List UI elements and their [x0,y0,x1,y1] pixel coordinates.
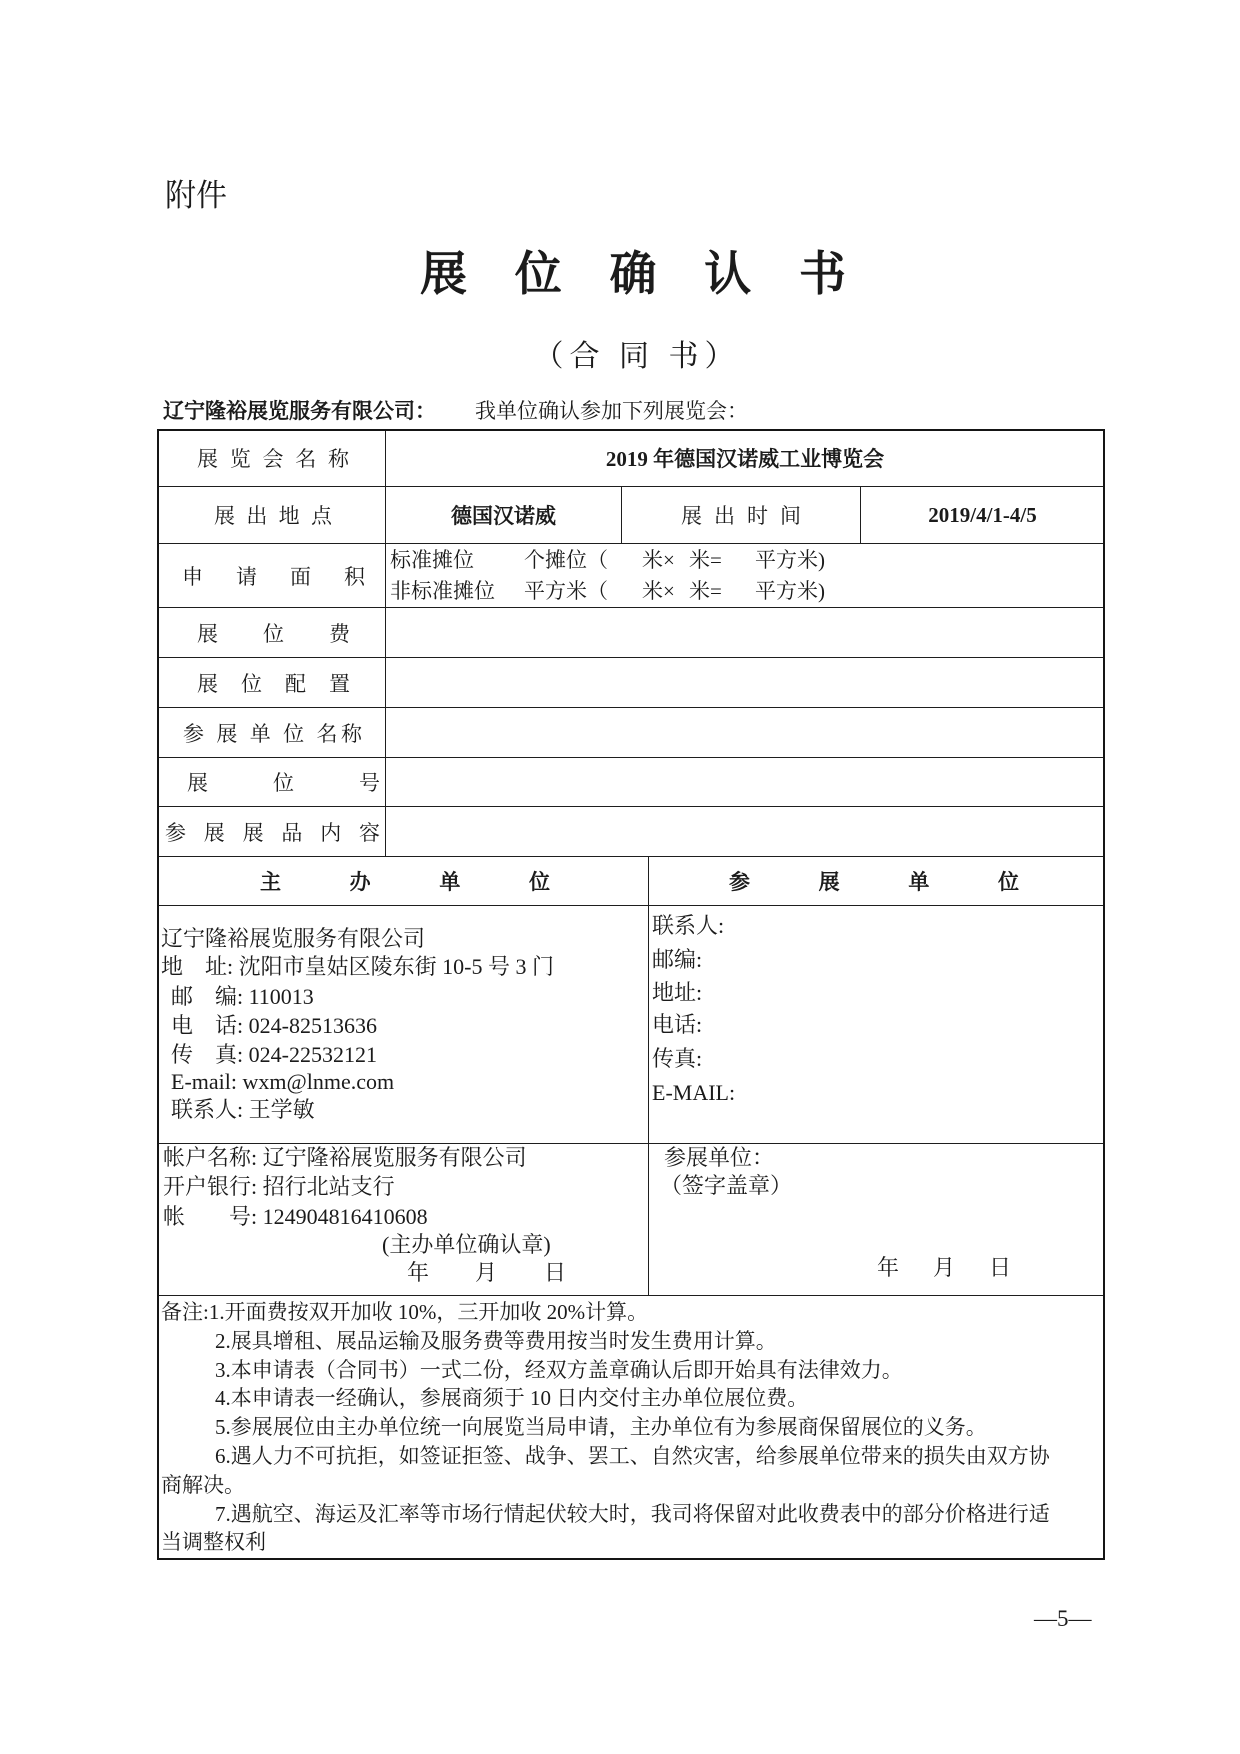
dates-value: 2019/4/1-4/5 [861,487,1105,544]
exhibitor-contact-field: 联系人: [652,913,725,938]
area-nonstandard-size: 平方米（ [524,579,608,603]
exhibitor-name-value [386,708,1105,758]
organizer-bank-and-seal [157,1144,649,1296]
exhibition-name-label-text: 展 览 会 名 称 [197,446,349,471]
exhibitor-fax-field: 传真: [652,1046,703,1071]
exhibit-content-label [157,807,386,857]
area-nonstandard-width: 米= [689,579,722,603]
booth-config-label-text: 展 位 配 置 [197,671,350,696]
bank-account-name: 帐户名称: 辽宁隆裕展览服务有限公司 [163,1145,527,1170]
venue-value: 德国汉诺威 [386,487,622,544]
exhibitor-header-text: 参 展 单 位 [729,870,1019,894]
area-nonstandard-total: 平方米) [755,579,825,603]
exhibitor-name-label-text: 参 展 单 位 名称 [183,721,362,746]
note-line: 5.参展展位由主办单位统一向展览当局申请，主办单位有为参展商保留展位的义务。 [215,1415,987,1439]
exhibitor-email-field: E-MAIL: [652,1080,736,1105]
dates-label [622,487,861,544]
exhibitor-date-day: 日 [989,1255,1012,1280]
booth-number-label [157,758,386,807]
exhibitor-date-month: 月 [933,1255,956,1280]
exhibitor-unit-label: 参展单位： [664,1145,775,1170]
area-label-text: 申 请 面 积 [182,564,365,589]
organizer-contact: 联系人: 王学敏 [171,1097,315,1122]
area-standard-width: 米= [689,548,722,572]
exhibitor-signature [649,1144,1105,1296]
area-nonstandard-length: 米× [642,579,675,603]
organizer-seal-note: (主办单位确认章) [382,1232,551,1257]
organizer-header [157,857,649,906]
dates-label-text: 展 出 时 间 [681,504,801,528]
note-line: 7.遇航空、海运及汇率等市场行情起伏较大时，我司将保留对此收费表中的部分价格进行适 [215,1502,1050,1526]
venue-label [157,487,386,544]
exhibitor-phone-field: 电话: [652,1012,703,1037]
exhibitor-info [649,906,1105,1144]
booth-config-label [157,658,386,708]
exhibitor-header [649,857,1105,906]
venue-label-text: 展 出 地 点 [214,504,332,528]
note-line: 2.展具增租、展品运输及服务费等费用按当时发生费用计算。 [215,1329,777,1353]
booth-fee-label [157,608,386,658]
document-title: 展 位 确 认 书 [420,249,864,301]
exhibit-content-value [386,807,1105,857]
document-subtitle: （合 同 书） [533,340,741,373]
intro-statement: 我单位确认参加下列展览会： [475,399,748,423]
organizer-date-day: 日 [544,1260,567,1285]
exhibitor-date-year: 年 [877,1255,900,1280]
exhibition-name-value: 2019 年德国汉诺威工业博览会 [386,429,1105,487]
area-standard-count: 个摊位（ [524,548,608,572]
area-standard-total: 平方米) [755,548,825,572]
note-line: 商解决。 [161,1473,245,1497]
note-line: 3.本申请表（合同书）一式二份，经双方盖章确认后即开始具有法律效力。 [215,1358,903,1382]
booth-config-value [386,658,1105,708]
exhibition-name-label [157,429,386,487]
notes [157,1296,1105,1560]
booth-fee-label-text: 展 位 费 [197,621,350,646]
area-standard-length: 米× [642,548,675,572]
exhibitor-address-field: 地址: [652,980,703,1005]
note-line: 当调整权利 [161,1530,266,1554]
exhibit-content-label-text: 参 展 展 品 内 容 [165,820,380,845]
area-standard-type: 标准摊位 [390,548,474,572]
booth-fee-value [386,608,1105,658]
exhibitor-name-label [157,708,386,758]
area-label [157,544,386,608]
attachment-label: 附件 [165,178,227,214]
organizer-date-year: 年 [407,1260,430,1285]
note-line: 备注:1.开面费按双开加收 10%，三开加收 20%计算。 [161,1300,649,1324]
bank-name: 开户银行: 招行北站支行 [163,1174,395,1199]
intro-addressee: 辽宁隆裕展览服务有限公司： [163,399,436,423]
organizer-fax: 传 真: 024-22532121 [171,1042,377,1067]
organizer-company: 辽宁隆裕展览服务有限公司 [161,926,426,951]
organizer-postcode: 邮 编: 110013 [171,984,314,1009]
exhibitor-postcode-field: 邮编: [652,947,703,972]
organizer-date-month: 月 [475,1260,498,1285]
bank-account-number: 帐 号: 124904816410608 [163,1204,428,1229]
page-number: —5— [1034,1606,1092,1631]
organizer-info [157,906,649,1144]
exhibitor-seal-note: （签字盖章） [660,1173,793,1198]
booth-number-value [386,758,1105,807]
booth-number-label-text: 展 位 号 [187,771,380,795]
organizer-email: E-mail: wxm@lnme.com [171,1069,395,1094]
note-line: 6.遇人力不可抗拒，如签证拒签、战争、罢工、自然灾害，给参展单位带来的损失由双方协 [215,1444,1050,1468]
area-value [386,544,1105,608]
note-line: 4.本申请表一经确认，参展商须于 10 日内交付主办单位展位费。 [215,1386,809,1410]
area-nonstandard-type: 非标准摊位 [390,579,495,603]
organizer-header-text: 主 办 单 位 [260,870,550,894]
organizer-phone: 电 话: 024-82513636 [171,1013,377,1038]
organizer-address: 地 址: 沈阳市皇姑区陵东街 10-5 号 3 门 [161,954,554,979]
